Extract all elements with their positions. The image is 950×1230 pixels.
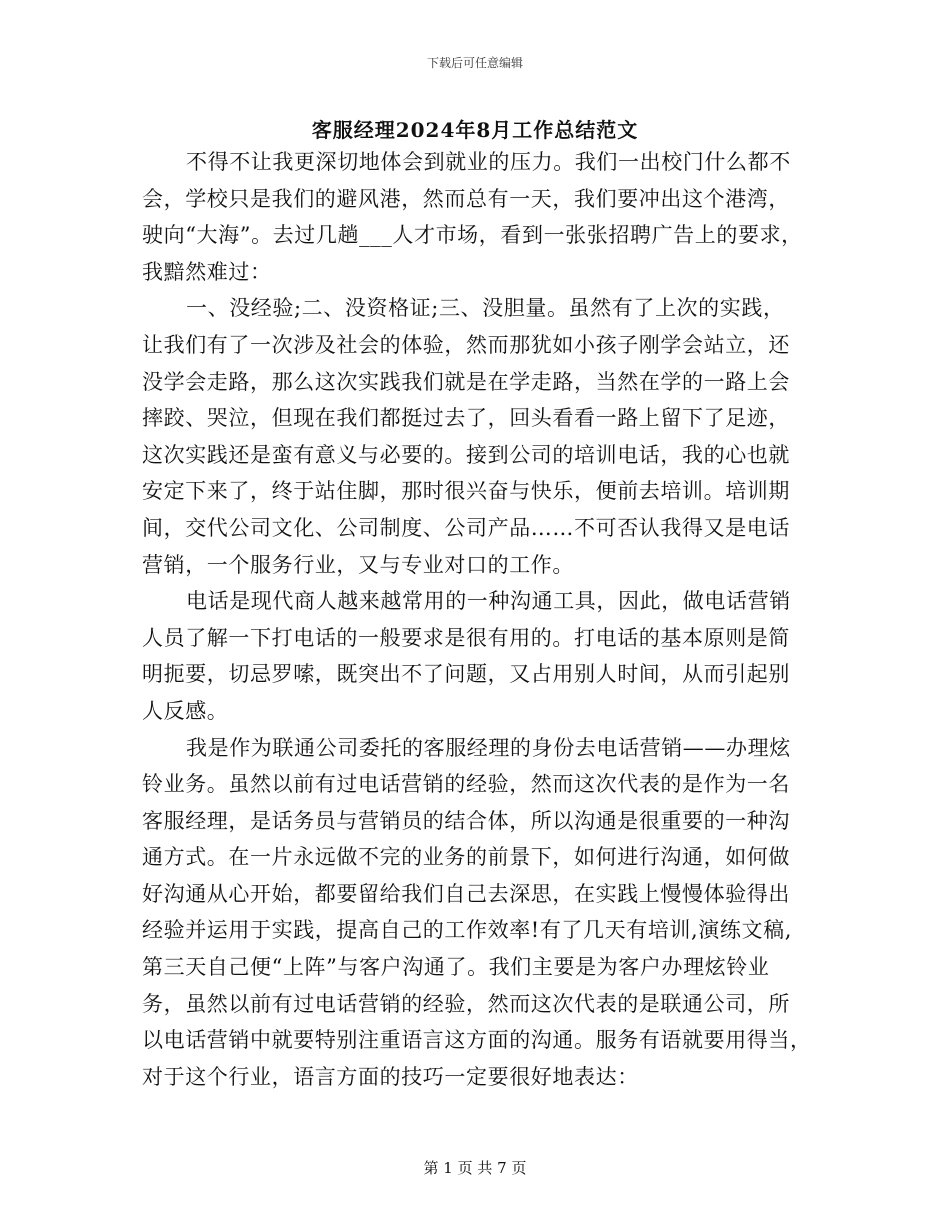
paragraph-line: 铃业务。虽然以前有过电话营销的经验，然而这次代表的是作为一名 bbox=[142, 772, 790, 797]
paragraph-line: 摔跤、哭泣，但现在我们都挺过去了，回头看看一路上留下了足迹， bbox=[142, 406, 790, 431]
paragraph-line: 电话是现代商人越来越常用的一种沟通工具，因此，做电话营销 bbox=[186, 589, 791, 614]
paragraph-line: 会，学校只是我们的避风港，然而总有一天，我们要冲出这个港湾， bbox=[142, 186, 790, 211]
paragraph-line: 对于这个行业，语言方面的技巧一定要很好地表达： bbox=[142, 1064, 639, 1089]
paragraph-line: 营销，一个服务行业，又与专业对口的工作。 bbox=[142, 552, 574, 577]
document-title: 客服经理2024年8月工作总结范文 bbox=[311, 118, 639, 142]
paragraph-line: 我是作为联通公司委托的客服经理的身份去电话营销——办理炫 bbox=[186, 735, 791, 760]
paragraph-line: 这次实践还是蛮有意义与必要的。接到公司的培训电话，我的心也就 bbox=[142, 442, 790, 467]
document-body bbox=[142, 144, 810, 1095]
paragraph-line: 客服经理，是话务员与营销员的结合体，所以沟通是很重要的一种沟 bbox=[142, 808, 790, 833]
paragraph-line: 通方式。在一片永远做不完的业务的前景下，如何进行沟通，如何做 bbox=[142, 845, 790, 870]
paragraph-line: 安定下来了，终于站住脚，那时很兴奋与快乐，便前去培训。培训期 bbox=[142, 479, 790, 504]
paragraph-line: 人员了解一下打电话的一般要求是很有用的。打电话的基本原则是简 bbox=[142, 625, 790, 650]
paragraph-line: 间，交代公司文化、公司制度、公司产品……不可否认我得又是电话 bbox=[142, 515, 790, 540]
page-number-footer: 第 1 页 共 7 页 bbox=[423, 1159, 527, 1177]
paragraph-line: 好沟通从心开始，都要留给我们自己去深思，在实践上慢慢体验得出 bbox=[142, 881, 790, 906]
paragraph-line: 经验并运用于实践，提高自己的工作效率!有了几天有培训,演练文稿, bbox=[142, 918, 792, 943]
paragraph-line: 不得不让我更深切地体会到就业的压力。我们一出校门什么都不 bbox=[186, 150, 791, 174]
paragraph-line: 我黯然难过： bbox=[142, 259, 272, 284]
paragraph-line: 第三天自己便“上阵”与客户沟通了。我们主要是为客户办理炫铃业 bbox=[142, 955, 770, 980]
paragraph-line: 让我们有了一次涉及社会的体验，然而那犹如小孩子刚学会站立，还 bbox=[142, 332, 790, 357]
paragraph-line: 驶向“大海”。去过几趟___人才市场，看到一张张招聘广告上的要求， bbox=[142, 223, 803, 248]
paragraph-line: 以电话营销中就要特别注重语言这方面的沟通。服务有语就要用得当， bbox=[142, 1028, 812, 1053]
paragraph-line: 明扼要，切忌罗嗦，既突出不了问题，又占用别人时间，从而引起别 bbox=[142, 662, 790, 687]
header-note: 下载后可任意编辑 bbox=[426, 56, 523, 70]
paragraph-line: 一、没经验;二、没资格证;三、没胆量。虽然有了上次的实践， bbox=[186, 296, 785, 321]
paragraph-line: 务，虽然以前有过电话营销的经验，然而这次代表的是联通公司，所 bbox=[142, 991, 790, 1016]
paragraph-line: 没学会走路，那么这次实践我们就是在学走路，当然在学的一路上会 bbox=[142, 369, 790, 394]
paragraph-line: 人反感。 bbox=[142, 698, 229, 723]
